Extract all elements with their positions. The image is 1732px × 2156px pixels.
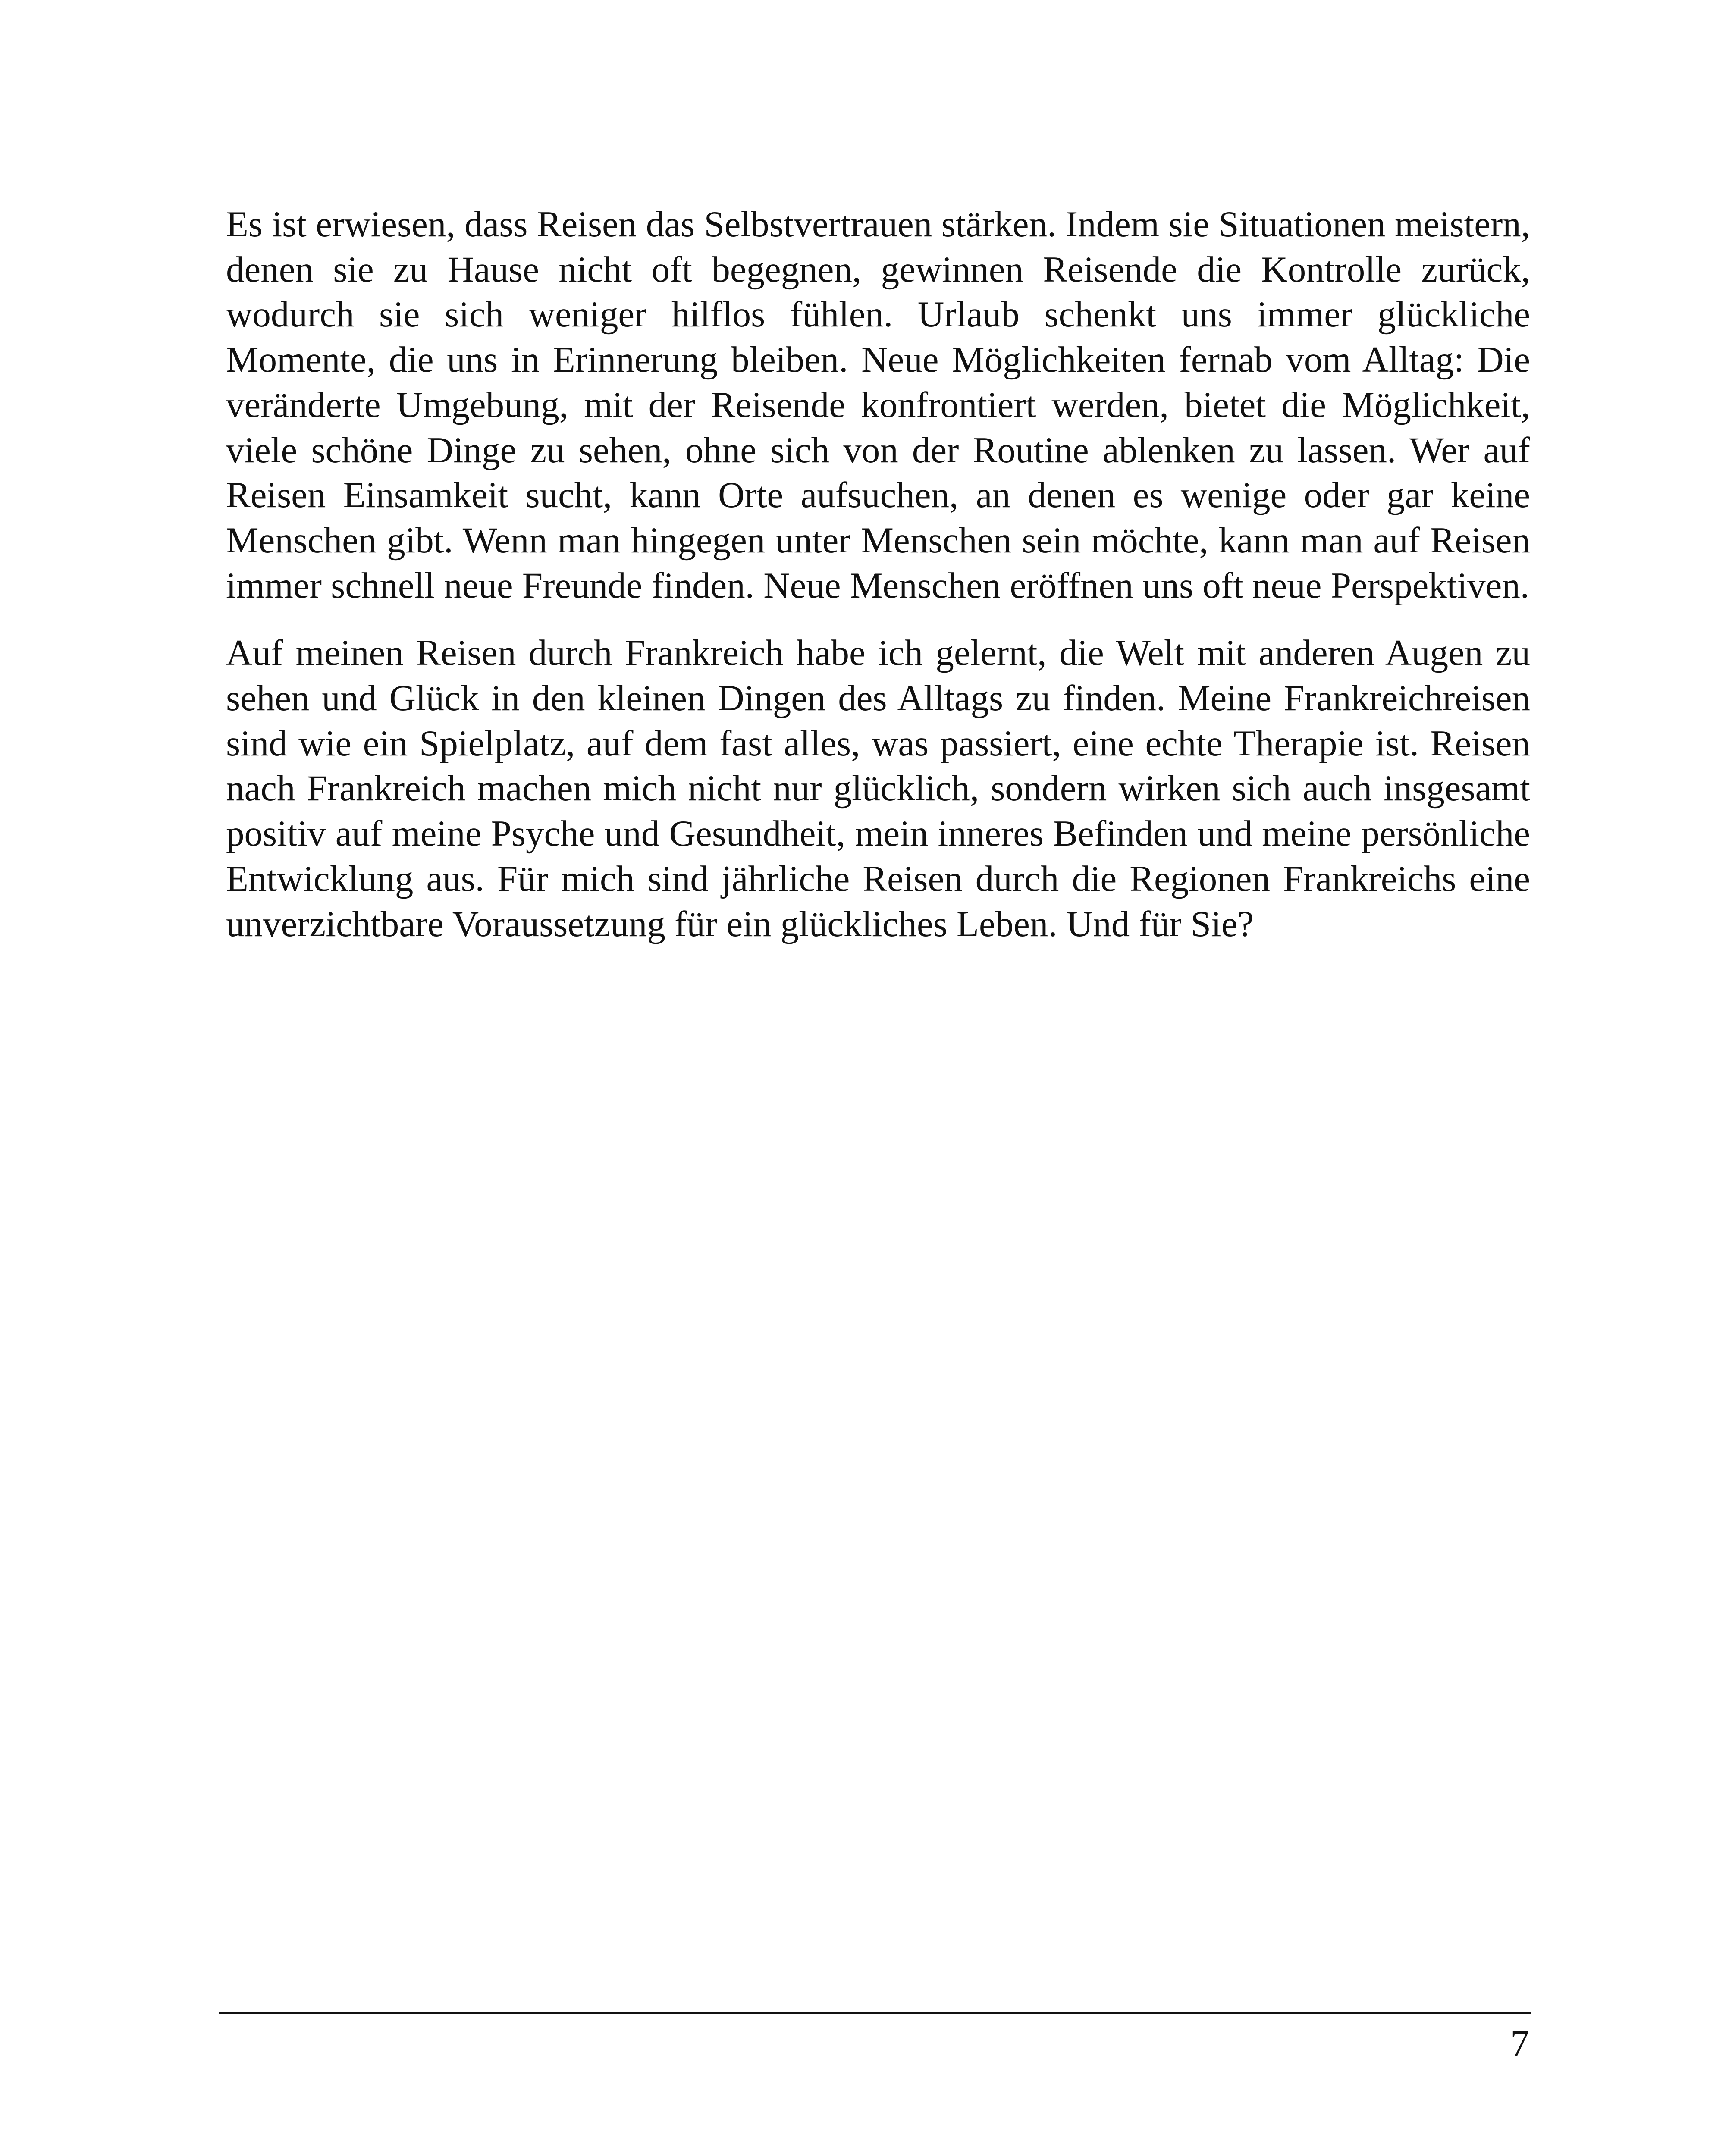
paragraph-2: Auf meinen Reisen durch Frankreich habe ich gelernt, die Welt mit anderen Augen zu sehen und Glück in den kleinen Dingen des Alltags zu finden. Meine Frankreichreisen sind wie ein Spielplatz, auf dem fast alles, was passiert, eine echte Therapie ist. Reisen nach Frankreich machen mich nicht nur glücklich, sondern wirken sich auch insgesamt positiv auf meine Psyche und Gesundheit, mein inneres Befinden und meine persönliche Entwicklung aus. Für mich sind jährliche Reisen durch die Regionen Frankreichs eine unverzichtbare Voraussetzung für ein glückliches Leben. Und für Sie? — [226, 633, 1530, 944]
page-number: 7 — [1510, 2023, 1529, 2065]
paragraph-1: Es ist erwiesen, dass Reisen das Selbstvertrauen stärken. Indem sie Situationen meistern, denen sie zu Hause nicht oft begegnen, gewinnen Reisende die Kontrolle zurück, wodurch sie sich weniger hilflos fühlen. Urlaub schenkt uns immer glückliche Momente, die uns in Erinnerung bleiben. Neue Möglichkeiten fernab vom Alltag: Die veränderte Umgebung, mit der Reisende konfrontiert werden, bietet die Möglichkeit, viele schöne Dinge zu sehen, ohne sich von der Routine ablenken zu lassen. Wer auf Reisen Einsamkeit sucht, kann Orte aufsuchen, an denen es wenige oder gar keine Menschen gibt. Wenn man hingegen unter Menschen sein möchte, kann man auf Reisen immer schnell neue Freunde finden. Neue Menschen eröffnen uns oft neue Perspektiven. — [226, 204, 1530, 606]
body-text — [226, 202, 1530, 946]
footer-divider — [219, 2012, 1531, 2014]
